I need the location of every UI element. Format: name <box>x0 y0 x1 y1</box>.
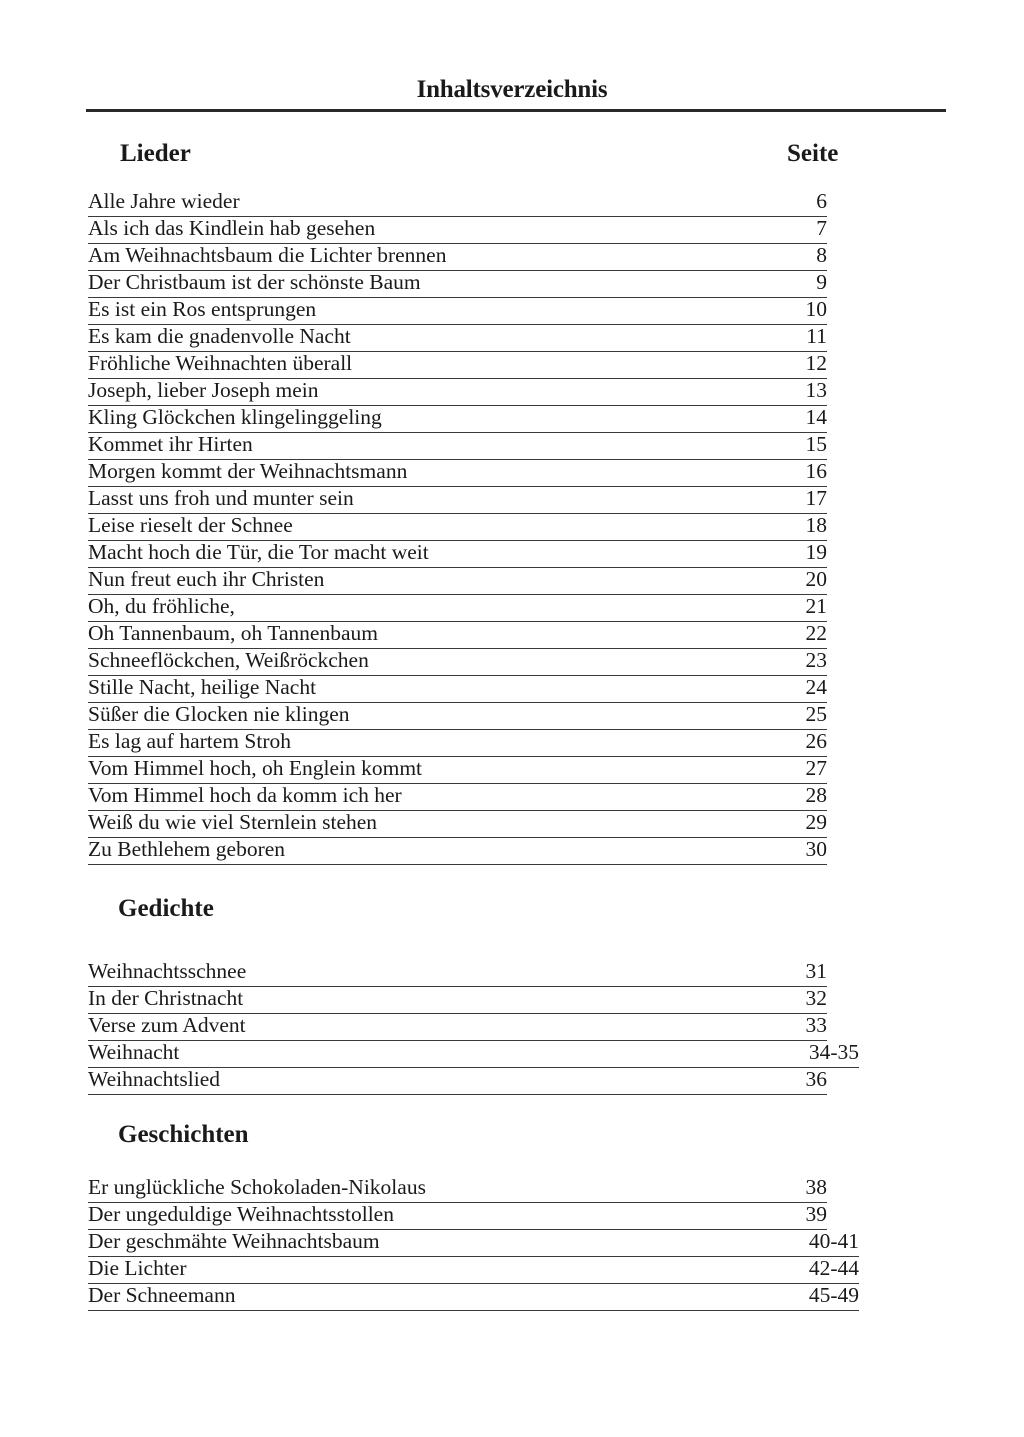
toc-entry-title: Fröhliche Weihnachten überall <box>88 351 353 375</box>
toc-entry[interactable] <box>88 730 827 757</box>
toc-entry[interactable] <box>88 649 827 676</box>
toc-entry[interactable] <box>88 244 827 271</box>
toc-entry[interactable] <box>88 271 827 298</box>
toc-entry-title: Kling Glöckchen klingelinggeling <box>88 405 382 429</box>
toc-entry-page: 40-41 <box>808 1229 859 1253</box>
toc-entry-page: 32 <box>805 986 827 1010</box>
toc-entry-title: Am Weihnachtsbaum die Lichter brennen <box>88 243 447 267</box>
toc-entry[interactable] <box>88 1014 827 1041</box>
toc-entry-title: Stille Nacht, heilige Nacht <box>88 675 317 699</box>
toc-entry[interactable] <box>88 352 827 379</box>
toc-entry-page: 36 <box>805 1067 827 1091</box>
toc-entry[interactable] <box>88 406 827 433</box>
toc-entry-title: Schneeflöckchen, Weißröckchen <box>88 648 369 672</box>
toc-entry-page: 18 <box>805 513 827 537</box>
geschichten-list <box>88 1176 859 1311</box>
toc-entry[interactable] <box>88 433 827 460</box>
section-heading-gedichte: Gedichte <box>118 895 214 922</box>
toc-entry-page: 13 <box>805 378 827 402</box>
toc-entry-page: 25 <box>805 702 827 726</box>
toc-entry-page: 26 <box>805 729 827 753</box>
toc-entry[interactable] <box>88 190 827 217</box>
toc-entry[interactable] <box>88 298 827 325</box>
toc-entry[interactable] <box>88 379 827 406</box>
toc-entry-page: 45-49 <box>808 1283 859 1307</box>
toc-entry-title: Weiß du wie viel Sternlein stehen <box>88 810 378 834</box>
toc-entry-title: Weihnachtsschnee <box>88 959 247 983</box>
toc-entry[interactable] <box>88 1203 827 1230</box>
toc-entry-page: 30 <box>805 837 827 861</box>
toc-entry[interactable] <box>88 960 827 987</box>
toc-entry-page: 16 <box>805 459 827 483</box>
toc-entry-title: Es ist ein Ros entsprungen <box>88 297 317 321</box>
toc-entry[interactable] <box>88 622 827 649</box>
section-heading-lieder: Lieder <box>120 140 191 167</box>
toc-entry-page: 39 <box>805 1202 827 1226</box>
toc-entry-title: Leise rieselt der Schnee <box>88 513 293 537</box>
toc-entry-title: Verse zum Advent <box>88 1013 246 1037</box>
title-divider <box>86 109 946 112</box>
toc-entry[interactable] <box>88 1041 859 1068</box>
toc-entry-title: Der geschmähte Weihnachtsbaum <box>88 1229 380 1253</box>
toc-entry-title: Kommet ihr Hirten <box>88 432 253 456</box>
toc-entry[interactable] <box>88 1176 827 1203</box>
toc-entry-title: Vom Himmel hoch, oh Englein kommt <box>88 756 423 780</box>
toc-entry[interactable] <box>88 487 827 514</box>
toc-entry[interactable] <box>88 1230 859 1257</box>
toc-entry-title: Der Christbaum ist der schönste Baum <box>88 270 421 294</box>
toc-entry-page: 29 <box>805 810 827 834</box>
toc-entry[interactable] <box>88 541 827 568</box>
page-title: Inhaltsverzeichnis <box>416 76 608 103</box>
toc-entry-title: Macht hoch die Tür, die Tor macht weit <box>88 540 429 564</box>
toc-entry-title: Oh Tannenbaum, oh Tannenbaum <box>88 621 378 645</box>
toc-entry-page: 34-35 <box>808 1040 859 1064</box>
toc-entry-page: 14 <box>805 405 827 429</box>
toc-entry-page: 10 <box>805 297 827 321</box>
toc-entry-page: 27 <box>805 756 827 780</box>
toc-entry-page: 22 <box>805 621 827 645</box>
toc-entry[interactable] <box>88 676 827 703</box>
toc-entry-title: Es lag auf hartem Stroh <box>88 729 292 753</box>
toc-entry-page: 8 <box>816 243 827 267</box>
toc-entry-page: 24 <box>805 675 827 699</box>
toc-entry[interactable] <box>88 1257 859 1284</box>
toc-entry[interactable] <box>88 757 827 784</box>
toc-entry[interactable] <box>88 811 827 838</box>
toc-entry-title: Alle Jahre wieder <box>88 189 240 213</box>
toc-entry-title: Oh, du fröhliche, <box>88 594 235 618</box>
toc-entry-page: 31 <box>805 959 827 983</box>
toc-entry-page: 42-44 <box>808 1256 859 1280</box>
toc-entry-title: Nun freut euch ihr Christen <box>88 567 325 591</box>
toc-entry[interactable] <box>88 838 827 865</box>
toc-entry-page: 19 <box>805 540 827 564</box>
toc-entry-title: Als ich das Kindlein hab gesehen <box>88 216 376 240</box>
toc-entry[interactable] <box>88 1068 827 1095</box>
toc-entry-page: 23 <box>805 648 827 672</box>
section-heading-geschichten: Geschichten <box>118 1121 249 1148</box>
toc-entry[interactable] <box>88 595 827 622</box>
toc-entry[interactable] <box>88 568 827 595</box>
toc-entry-page: 9 <box>816 270 827 294</box>
lieder-list <box>88 190 827 865</box>
toc-entry[interactable] <box>88 460 827 487</box>
toc-entry-title: Vom Himmel hoch da komm ich her <box>88 783 402 807</box>
toc-entry-page: 6 <box>816 189 827 213</box>
toc-entry-title: Lasst uns froh und munter sein <box>88 486 354 510</box>
toc-entry[interactable] <box>88 784 827 811</box>
toc-entry-page: 28 <box>805 783 827 807</box>
toc-entry-title: Es kam die gnadenvolle Nacht <box>88 324 351 348</box>
toc-entry-page: 7 <box>816 216 827 240</box>
toc-entry-title: Weihnachtslied <box>88 1067 221 1091</box>
toc-entry-page: 38 <box>805 1175 827 1199</box>
toc-entry-title: Der Schneemann <box>88 1283 236 1307</box>
toc-entry[interactable] <box>88 325 827 352</box>
toc-entry-title: Weihnacht <box>88 1040 180 1064</box>
toc-entry-page: 20 <box>805 567 827 591</box>
toc-entry-title: Süßer die Glocken nie klingen <box>88 702 350 726</box>
toc-entry-page: 15 <box>805 432 827 456</box>
toc-entry-title: Zu Bethlehem geboren <box>88 837 286 861</box>
toc-entry-page: 17 <box>805 486 827 510</box>
toc-entry-page: 33 <box>805 1013 827 1037</box>
toc-entry-page: 21 <box>805 594 827 618</box>
toc-entry-title: Der ungeduldige Weihnachtsstollen <box>88 1202 394 1226</box>
toc-entry-title: Morgen kommt der Weihnachtsmann <box>88 459 408 483</box>
toc-entry-title: In der Christnacht <box>88 986 244 1010</box>
toc-entry-page: 12 <box>805 351 827 375</box>
page-column-heading: Seite <box>787 140 839 167</box>
toc-entry-page: 11 <box>806 324 827 348</box>
toc-entry[interactable] <box>88 514 827 541</box>
toc-entry[interactable] <box>88 987 827 1014</box>
toc-entry-title: Die Lichter <box>88 1256 187 1280</box>
toc-entry[interactable] <box>88 1284 859 1311</box>
gedichte-list <box>88 960 859 1095</box>
toc-entry[interactable] <box>88 217 827 244</box>
toc-entry-title: Joseph, lieber Joseph mein <box>88 378 319 402</box>
toc-entry[interactable] <box>88 703 827 730</box>
toc-entry-title: Er unglückliche Schokoladen-Nikolaus <box>88 1175 426 1199</box>
